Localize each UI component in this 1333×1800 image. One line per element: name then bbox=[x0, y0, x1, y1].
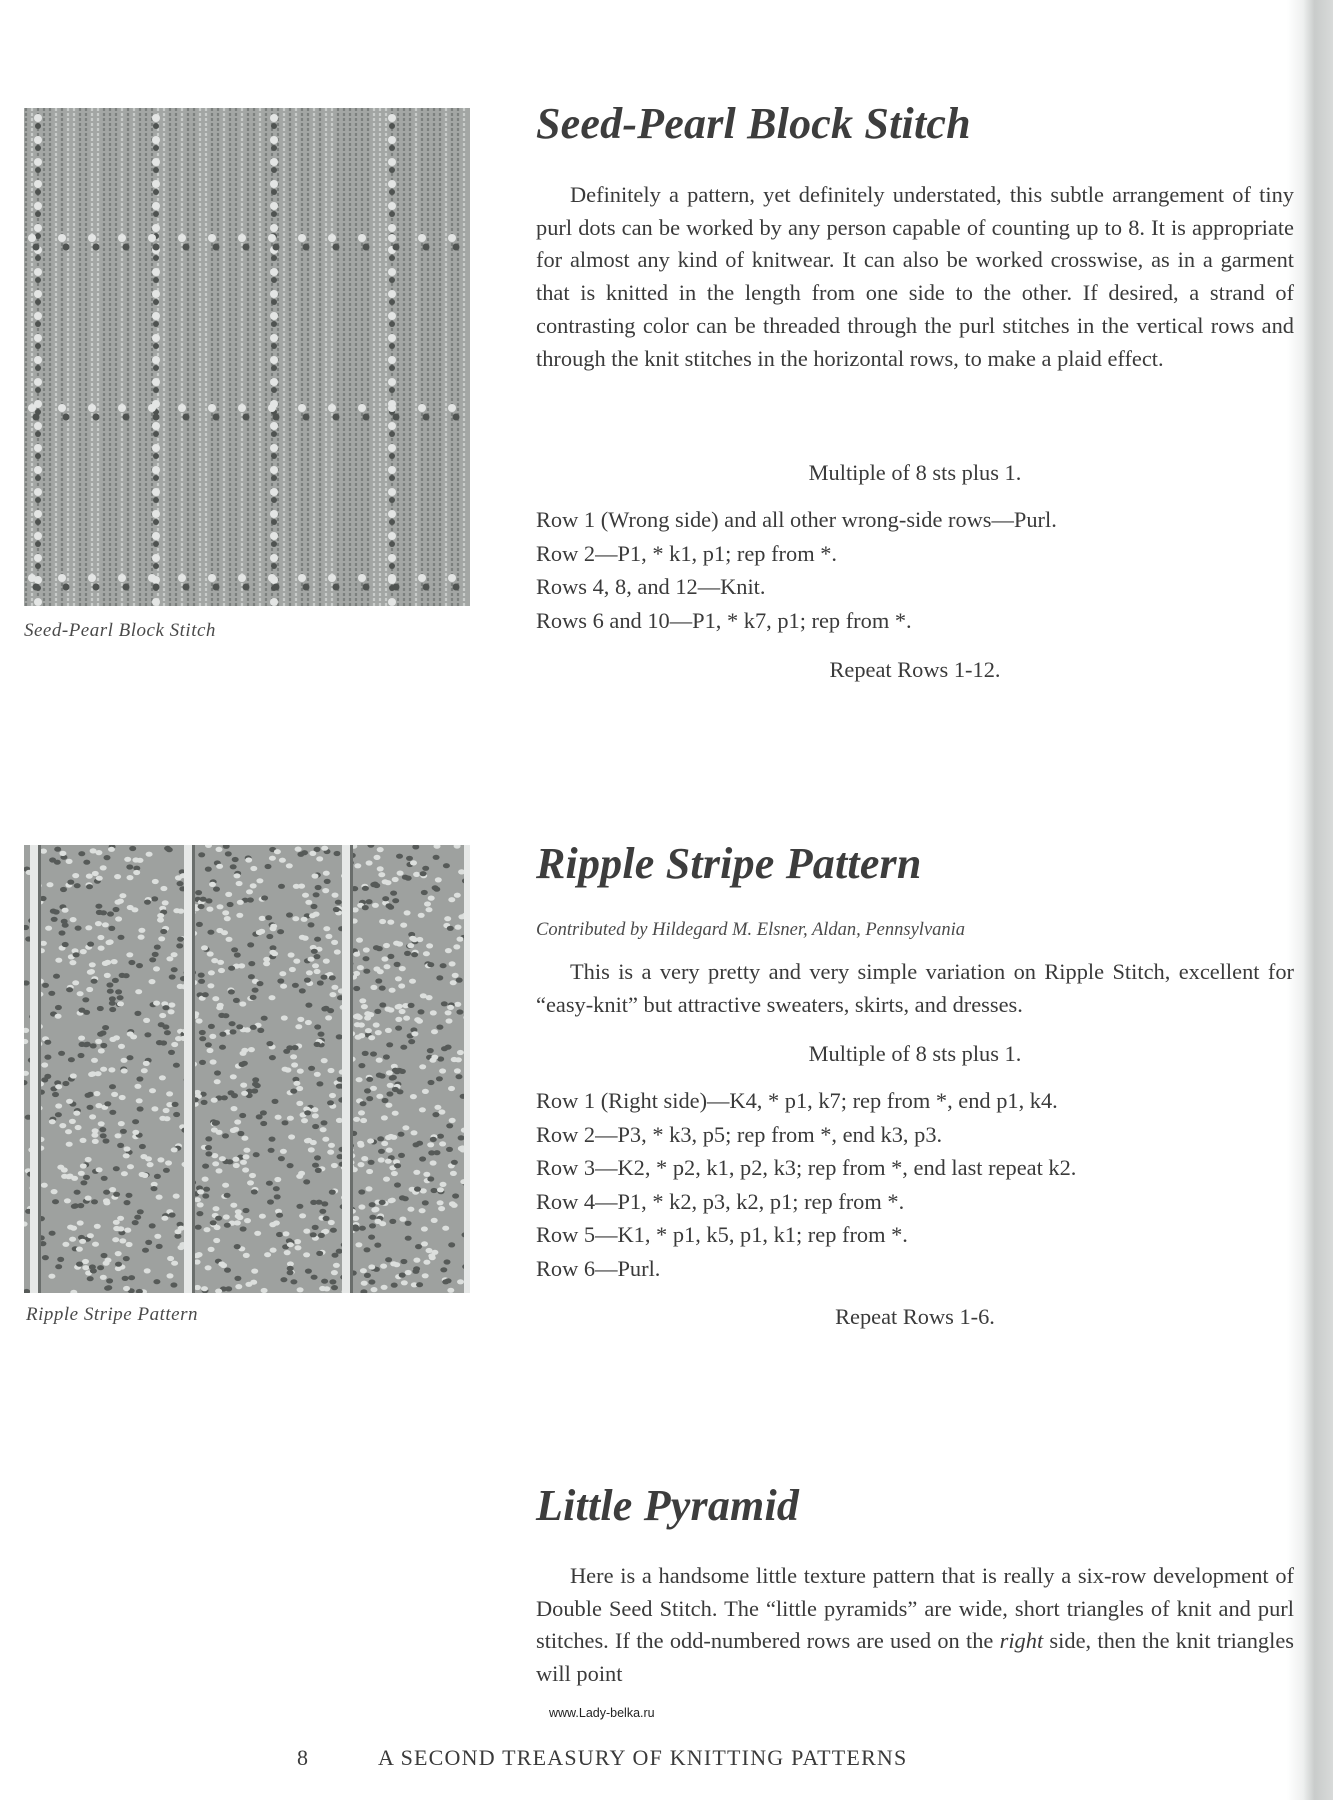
instruction-row: Row 2—P1, * k1, p1; rep from *. bbox=[536, 540, 838, 566]
ripple-stripe-swatch-photo bbox=[24, 845, 470, 1293]
seed-pearl-caption: Seed-Pearl Block Stitch bbox=[24, 620, 216, 641]
instruction-row: Row 3—K2, * p2, k1, p2, k3; rep from *, end last repeat k2. bbox=[536, 1155, 1077, 1180]
ripple-stripe-repeat: Repeat Rows 1-6. bbox=[835, 1304, 995, 1329]
emphasized-word: right bbox=[999, 1628, 1044, 1654]
ripple-stripe-row-instructions bbox=[536, 1084, 1316, 1285]
instruction-row: Rows 6 and 10—P1, * k7, p1; rep from *. bbox=[536, 607, 912, 633]
seed-pearl-row-instructions bbox=[536, 503, 1316, 637]
seed-pearl-title: Seed-Pearl Block Stitch bbox=[536, 99, 971, 148]
little-pyramid-description bbox=[536, 1560, 1294, 1691]
instruction-row: Row 6—Purl. bbox=[536, 1255, 661, 1281]
seed-pearl-swatch-photo bbox=[24, 108, 470, 606]
watermark-url: www.Lady-belka.ru bbox=[549, 1706, 655, 1720]
seed-pearl-multiple: Multiple of 8 sts plus 1. bbox=[808, 460, 1022, 485]
instruction-row: Row 2—P3, * k3, p5; rep from *, end k3, p3. bbox=[536, 1121, 943, 1147]
instruction-row: Row 4—P1, * k2, p3, k2, p1; rep from *. bbox=[536, 1188, 905, 1214]
ripple-stripe-contributor: Contributed by Hildegard M. Elsner, Aldan, Pennsylvania bbox=[536, 920, 966, 940]
seed-pearl-repeat: Repeat Rows 1-12. bbox=[829, 657, 1001, 682]
ripple-stripe-caption: Ripple Stripe Pattern bbox=[26, 1304, 198, 1325]
paragraph-text: Here is a handsome little texture pattern that is really a six-row development of Double Seed Stitch. The “little pyramids” are wide, short triangles of knit and purl stitches. If the odd-numbered rows are used on the bbox=[536, 1563, 1294, 1654]
paragraph-text: side, then the knit triangles will point bbox=[536, 1628, 1294, 1687]
little-pyramid-title: Little Pyramid bbox=[536, 1481, 800, 1530]
ripple-stripe-description: This is a very pretty and very simple variation on Ripple Stitch, excellent for “easy-knit” but attractive sweaters, skirts, and dresses. bbox=[536, 959, 1294, 1017]
seed-pearl-description: Definitely a pattern, yet definitely understated, this subtle arrangement of tiny purl dots can be worked by any person capable of counting up to 8. It is appropriate for almost any kind of knitwear. It can also be worked crosswise, as in a garment that is knitted in the length from one side to the other. If desired, a strand of contrasting color can be threaded through the purl stitches in the vertical rows and through the knit stitches in the horizontal rows, to make a plaid effect. bbox=[536, 182, 1294, 371]
page-number: 8 bbox=[297, 1745, 310, 1770]
instruction-row: Rows 4, 8, and 12—Knit. bbox=[536, 574, 766, 599]
running-footer-title: A SECOND TREASURY OF KNITTING PATTERNS bbox=[378, 1745, 908, 1770]
instruction-row: Row 1 (Wrong side) and all other wrong-side rows—Purl. bbox=[536, 507, 1057, 532]
ripple-stripe-multiple: Multiple of 8 sts plus 1. bbox=[808, 1041, 1022, 1066]
instruction-row: Row 5—K1, * p1, k5, p1, k1; rep from *. bbox=[536, 1222, 908, 1247]
instruction-row: Row 1 (Right side)—K4, * p1, k7; rep from *, end p1, k4. bbox=[536, 1088, 1058, 1113]
ripple-stripe-title: Ripple Stripe Pattern bbox=[536, 839, 922, 888]
